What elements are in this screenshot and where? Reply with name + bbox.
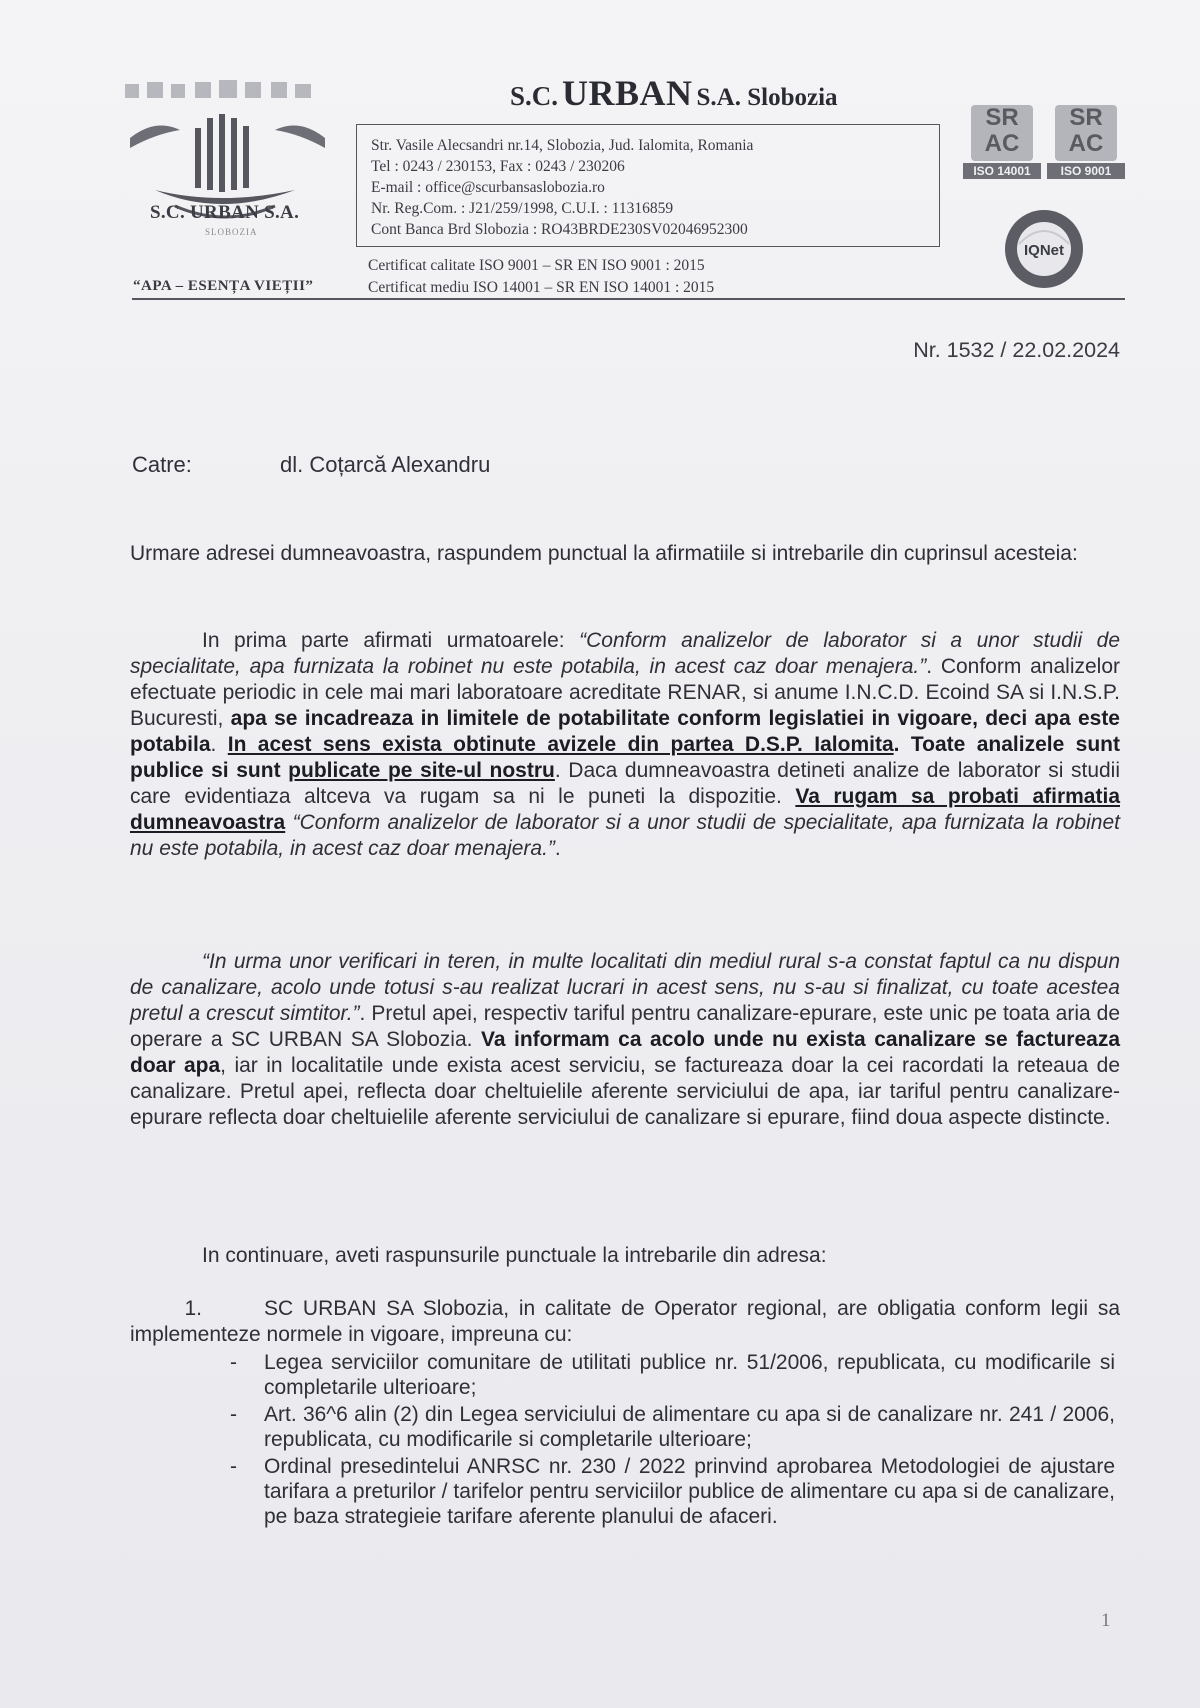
continuation-paragraph: In continuare, aveti raspunsurile punctuale la intrebarile din adresa: xyxy=(202,1244,827,1267)
list-item-text: Art. 36^6 alin (2) din Legea serviciului de alimentare cu apa si de canalizare nr. 241 / 2006, republicata, cu modificarile si completarile ulterioare; xyxy=(264,1403,1115,1451)
list-item xyxy=(230,1350,1115,1400)
certificate-quality: Certificat calitate ISO 9001 – SR EN ISO 9001 : 2015 xyxy=(368,257,705,274)
p2-plain-1: . Pretul apei, respectiv tariful pentru canalizare-epurare, este unic pe toata aria de operare a SC URBAN SA Slobozia. xyxy=(130,1002,1120,1051)
bullet-dash: - xyxy=(230,1455,237,1478)
contact-email: E-mail : office@scurbansaslobozia.ro xyxy=(371,179,605,196)
badge-label: ISO 9001 xyxy=(1047,163,1125,179)
addressee-label: Catre: xyxy=(132,452,192,477)
p2-plain-2: , iar in localitatile unde exista acest serviciu, se factureaza doar la cei racordati la reteaua de canalizare. Pretul apei, reflecta doar cheltuielile aferente serviciului de apa, iar tariful pentru canalizare-epurare reflecta doar cheltuielile aferente serviciului de canalizare si epurare, fiind doua aspecte distincte. xyxy=(130,1054,1120,1129)
p1-bold-public: . Toate analizele sunt publice si sunt xyxy=(130,733,1121,782)
p1-end: . xyxy=(554,837,561,860)
company-prefix: S.C. xyxy=(510,81,559,111)
contact-phone: Tel : 0243 / 230153, Fax : 0243 / 230206 xyxy=(371,158,625,175)
contact-bank-account: Cont Banca Brd Slobozia : RO43BRDE230SV02046952300 xyxy=(371,221,748,238)
p1-dsp-approval: In acest sens exista obtinute avizele din partea D.S.P. Ialomita xyxy=(227,733,894,756)
p1-bold-potability: apa se incadreaza in limitele de potabilitate conform legislatiei in vigoare, deci apa este potabila xyxy=(130,707,1120,756)
company-motto: “APA – ESENȚA VIEȚII” xyxy=(133,278,314,294)
letterhead-divider xyxy=(132,298,1125,300)
p1-separator: . xyxy=(210,733,228,756)
paragraph-1 xyxy=(130,628,1120,862)
badge-top-text: SR xyxy=(1069,104,1103,131)
company-name: URBAN xyxy=(562,73,693,113)
iso-14001-badge-icon xyxy=(963,105,1041,179)
answer-item-1 xyxy=(130,1296,1120,1348)
page-number: 1 xyxy=(1101,1610,1111,1631)
contact-registration: Nr. Reg.Com. : J21/259/1998, C.U.I. : 11316859 xyxy=(371,200,674,217)
p2-bold: Va informam ca acolo unde nu exista canalizare se factureaza doar apa xyxy=(130,1028,1121,1077)
p2-quote: “In urma unor verificari in teren, in multe localitati din mediul rural s-a constat faptul ca nu dispun de canalizare, acolo unde totusi s-au realizat lucrari in acest sens, nu s-au si finalizat, cu toate acestea pretul a crescut simtitor.” xyxy=(130,950,1120,1025)
badge-top-text: SR xyxy=(985,104,1019,131)
bullet-dash: - xyxy=(230,1351,237,1374)
p1-bold-site: publicate pe site-ul nostru xyxy=(288,759,555,782)
bullet-dash: - xyxy=(230,1403,237,1426)
iso-9001-badge-icon xyxy=(1047,105,1125,179)
reference-number: Nr. 1532 / 22.02.2024 xyxy=(913,338,1120,362)
certificate-environment: Certificat mediu ISO 14001 – SR EN ISO 14001 : 2015 xyxy=(368,279,715,296)
list-item-text: Legea serviciilor comunitare de utilitati publice nr. 51/2006, republicata, cu modificarile si completarile ulterioare; xyxy=(264,1351,1115,1399)
contact-address: Str. Vasile Alecsandri nr.14, Slobozia, Jud. Ialomita, Romania xyxy=(371,137,754,154)
p1-plain: . Daca dumneavoastra detineti analize de laborator si studii care evidentiaza altceva va rugam sa ni le puneti la dispozitie. xyxy=(130,759,1121,808)
paragraph-2 xyxy=(130,949,1120,1131)
addressee xyxy=(132,452,491,478)
p1-quote-1: “Conform analizelor de laborator si a unor studii de specialitate, apa furnizata la robinet nu este potabila, in acest caz doar menajera.” xyxy=(130,629,1121,678)
badge-mid-text: AC xyxy=(1068,130,1104,157)
badge-label: ISO 14001 xyxy=(963,163,1041,179)
list-item xyxy=(230,1454,1115,1529)
p1-quote-2: “Conform analizelor de laborator si a unor studii de specialitate, apa furnizata la robinet nu este potabila, in acest caz doar menajera.” xyxy=(130,811,1120,860)
addressee-name: dl. Coțarcă Alexandru xyxy=(280,452,491,477)
p1-after-quote: . Conform analizelor efectuate periodic in cele mai mari laboratoare acreditate RENAR, si anume I.N.C.D. Ecoind SA si I.N.S.P. Bucuresti, xyxy=(130,655,1120,730)
certificates xyxy=(368,255,714,299)
p1-lead: In prima parte afirmati urmatoarele: xyxy=(202,629,580,652)
company-title xyxy=(510,72,838,114)
item-number: 1. xyxy=(184,1297,202,1320)
intro-paragraph: Urmare adresei dumneavoastra, raspundem punctual la afirmatiile si intrebarile din cuprinsul acesteia: xyxy=(130,542,1078,565)
logo-label: S.C. URBAN S.A. xyxy=(150,202,300,223)
p1-request-proof: Va rugam sa probati afirmatia dumneavoastra xyxy=(130,785,1120,834)
contact-box xyxy=(356,124,940,247)
item-text: SC URBAN SA Slobozia, in calitate de Operator regional, are obligatia conform legii sa implementeze normele in vigoare, impreuna cu: xyxy=(130,1297,1120,1346)
list-item-text: Ordinal presedintelui ANRSC nr. 230 / 2022 prinvind aprobarea Metodologiei de ajustare tarifara a preturilor / tarifelor pentru serviciilor publice de alimentare cu apa si de canalizare, pe baza strategieie tarifare aferente planului de afaceri. xyxy=(264,1455,1115,1528)
iqnet-label: IQNet xyxy=(1023,242,1065,259)
legal-references-list xyxy=(230,1350,1115,1531)
iqnet-seal-icon xyxy=(1003,208,1085,290)
company-suffix: S.A. Slobozia xyxy=(696,84,838,111)
p1-space xyxy=(285,811,292,834)
badge-mid-text: AC xyxy=(984,130,1020,157)
list-item xyxy=(230,1402,1115,1452)
logo-sub: SLOBOZIA xyxy=(205,227,258,237)
